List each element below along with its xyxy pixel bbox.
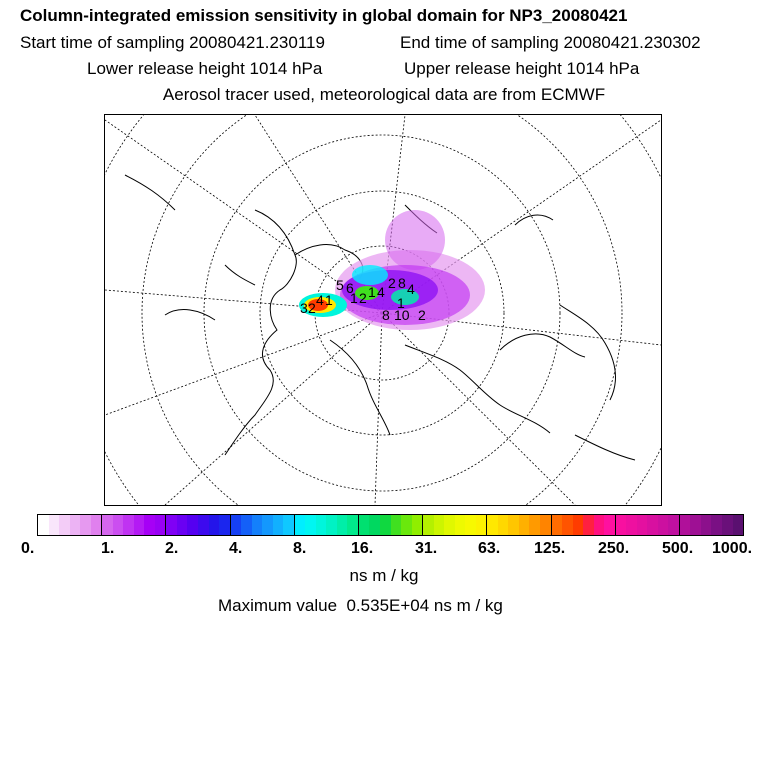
colorbar-swatch [91,515,103,535]
colorbar-tick-label: 31. [415,540,438,557]
end-time-label: End time of sampling 20080421.230302 [400,33,701,52]
map-label: 4 [316,292,324,308]
colorbar-swatch [252,515,263,535]
colorbar-swatch [316,515,327,535]
map-label: 1 [368,284,376,300]
colorbar-tick-label: 1000. [712,540,753,557]
colorbar-swatch [444,515,455,535]
colorbar-swatch [144,515,155,535]
colorbar-swatch [70,515,81,535]
upper-release-label: Upper release height 1014 hPa [404,59,640,78]
colorbar-tick-label: 125. [534,540,566,557]
colorbar-swatch [423,515,434,535]
colorbar-swatch [412,515,424,535]
colorbar-swatch [658,515,669,535]
colorbar-swatch [273,515,284,535]
colorbar-swatch [594,515,605,535]
colorbar-swatch [391,515,402,535]
colorbar-swatch [680,515,691,535]
colorbar-swatch [337,515,348,535]
colorbar-swatch [283,515,295,535]
colorbar-swatch [326,515,337,535]
colorbar-tick-label: 500. [662,540,694,557]
colorbar-swatch [434,515,445,535]
colorbar-swatch [616,515,627,535]
colorbar-tick-label: 8. [293,540,307,557]
sensitivity-plume [299,210,485,330]
map-label: 2 [418,307,426,323]
colorbar-swatch [508,515,519,535]
colorbar-swatch [529,515,540,535]
colorbar-swatch [49,515,60,535]
map-label: 4 [377,284,385,300]
map-label: 1 [350,290,358,306]
colorbar-swatch [369,515,380,535]
map-label: 6 [346,280,354,296]
colorbar-swatch [626,515,637,535]
map-label: 8 [398,275,406,291]
colorbar-tick-label: 2. [165,540,179,557]
colorbar-swatch [583,515,594,535]
colorbar-swatch [487,515,498,535]
map-label: 2 [388,275,396,291]
colorbar-swatch [540,515,552,535]
tracer-note: Aerosol tracer used, meteorological data are from ECMWF [162,85,606,104]
colorbar-swatch [231,515,242,535]
colorbar-swatch [262,515,273,535]
colorbar-swatch [380,515,391,535]
colorbar-swatch [241,515,252,535]
colorbar-tick-label: 0. [21,540,35,557]
colorbar-swatch [209,515,220,535]
colorbar-swatch [80,515,91,535]
colorbar-swatch [102,515,113,535]
colorbar-units: ns m / kg [349,566,419,585]
colorbar-swatch [113,515,124,535]
colorbar-swatch [637,515,648,535]
map-label: 8 [382,307,390,323]
plot-title: Column-integrated emission sensitivity in global domain for NP3_20080421 [20,6,628,25]
map-label: 4 [407,281,415,297]
colorbar-swatch [562,515,573,535]
colorbar-swatch [347,515,359,535]
start-time-label: Start time of sampling 20080421.230119 [20,33,325,52]
colorbar-swatch [198,515,209,535]
colorbar-swatch [123,515,134,535]
colorbar-swatch [519,515,530,535]
colorbar-swatch [401,515,412,535]
colorbar-swatch [155,515,167,535]
colorbar-swatch [59,515,70,535]
map-label: 10 [394,307,410,323]
colorbar-swatch [305,515,316,535]
colorbar-tick-label: 63. [478,540,501,557]
colorbar-swatch [668,515,680,535]
colorbar-swatch [134,515,145,535]
colorbar-swatch [498,515,509,535]
colorbar-tick-label: 250. [598,540,630,557]
colorbar-swatch [722,515,733,535]
colorbar-tick-label: 16. [351,540,374,557]
map-label: 5 [336,277,344,293]
colorbar-swatch [476,515,488,535]
colorbar-swatch [166,515,177,535]
colorbar-tick-label: 1. [101,540,115,557]
colorbar [37,514,744,536]
map-label: 2 [308,300,316,316]
colorbar-swatch [647,515,658,535]
colorbar-swatch [359,515,370,535]
map-label: 1 [397,295,405,311]
sensitivity-map [104,114,662,506]
colorbar-swatch [38,515,49,535]
colorbar-swatch [573,515,584,535]
colorbar-swatch [711,515,722,535]
map-label: 2 [359,290,367,306]
colorbar-tick-label: 4. [229,540,243,557]
map-label: 1 [325,292,333,308]
colorbar-swatch [295,515,306,535]
lower-release-label: Lower release height 1014 hPa [87,59,323,78]
colorbar-swatch [604,515,616,535]
colorbar-swatch [690,515,701,535]
colorbar-swatch [733,515,744,535]
colorbar-swatch [187,515,198,535]
map-canvas [105,115,661,505]
colorbar-swatch [552,515,563,535]
colorbar-swatch [465,515,476,535]
colorbar-swatch [219,515,231,535]
map-label: 3 [300,300,308,316]
colorbar-swatch [455,515,466,535]
maximum-value-label: Maximum value 0.535E+04 ns m / kg [218,596,503,615]
colorbar-swatch [177,515,188,535]
colorbar-swatch [701,515,712,535]
